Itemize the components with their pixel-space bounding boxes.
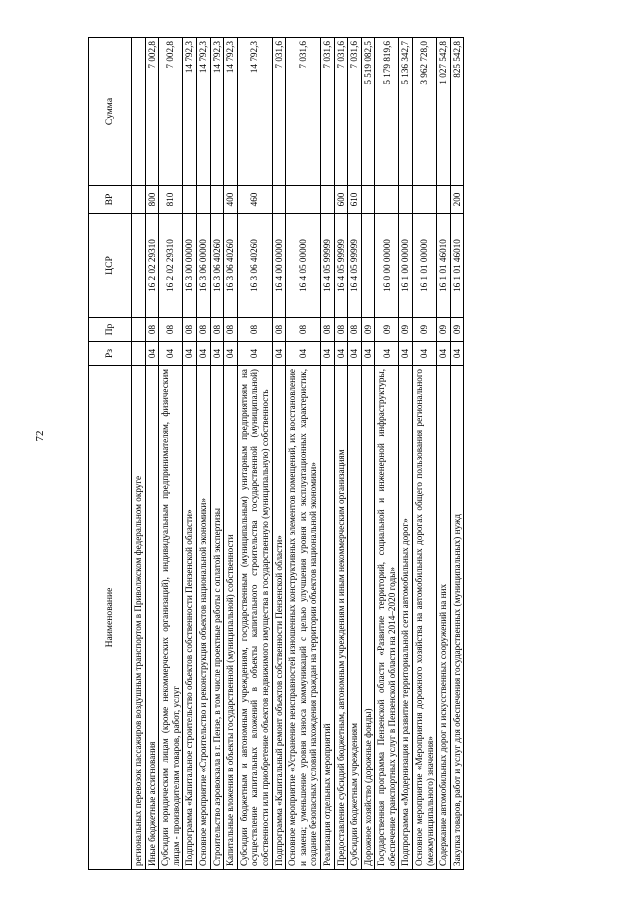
table-row [196, 38, 210, 870]
row-rz-cell: 04 [183, 342, 197, 366]
row-rz-cell: 04 [361, 342, 375, 366]
table-row [237, 38, 272, 870]
row-csr-cell: 16 1 01 46010 [437, 214, 451, 318]
row-rz-cell: 04 [272, 342, 286, 366]
row-name-cell: Основное мероприятие «Строительство и реконструкция объектов национальной экономики» [196, 366, 210, 870]
table-row [320, 38, 334, 870]
header-pr: Пр [89, 318, 132, 342]
row-name-cell: Реализация отдельных мероприятий [320, 366, 334, 870]
header-name: Наименование [89, 366, 132, 870]
table-row [272, 38, 286, 870]
row-name-cell: Основное мероприятие «Мероприятия дорожного хозяйства на автомобильных дорогах общего пользования регионального (межмуниципального) значения» [413, 366, 437, 870]
row-name-cell: Субсидии бюджетным учреждениям [348, 366, 362, 870]
row-csr-cell: 16 4 00 00000 [272, 214, 286, 318]
row-sum-cell [132, 38, 146, 186]
row-pr-cell: 08 [224, 318, 238, 342]
page-number: 72 [34, 430, 46, 442]
row-pr-cell: 09 [437, 318, 451, 342]
row-csr-cell: 16 4 05 99999 [320, 214, 334, 318]
row-vr-cell: 800 [145, 186, 159, 214]
row-sum-cell: 5 136 342,7 [399, 38, 413, 186]
row-name-cell: Предоставление субсидий бюджетным, автономным учреждениям и иным некоммерческим организациям [334, 366, 348, 870]
row-name-cell: Иные бюджетные ассигнования [145, 366, 159, 870]
header-vr: ВР [89, 186, 132, 214]
row-vr-cell [272, 186, 286, 214]
row-pr-cell: 09 [361, 318, 375, 342]
row-name-cell: Дорожное хозяйство (дорожные фонды) [361, 366, 375, 870]
row-vr-cell [132, 186, 146, 214]
row-name-cell: региональных перевозок пассажиров воздушным транспортом в Приволжском федеральном округе [132, 366, 146, 870]
table-row [159, 38, 183, 870]
table-row [334, 38, 348, 870]
table-row [145, 38, 159, 870]
row-pr-cell: 08 [348, 318, 362, 342]
row-sum-cell: 7 031,6 [272, 38, 286, 186]
row-pr-cell: 08 [286, 318, 321, 342]
header-csr: ЦСР [89, 214, 132, 318]
row-csr-cell: 16 2 02 29310 [159, 214, 183, 318]
row-name-cell: Субсидии юридическим лицам (кроме некоммерческих организаций), индивидуальным предпринимателям, физическим лицам - производителям товаров, работ, услуг [159, 366, 183, 870]
table-header-row [89, 38, 132, 870]
row-vr-cell [196, 186, 210, 214]
row-sum-cell: 14 792,3 [237, 38, 272, 186]
table-row [413, 38, 437, 870]
budget-table-container [88, 38, 562, 870]
row-pr-cell: 09 [375, 318, 399, 342]
row-sum-cell: 7 031,6 [286, 38, 321, 186]
row-vr-cell [320, 186, 334, 214]
row-sum-cell: 14 792,3 [210, 38, 224, 186]
row-rz-cell: 04 [375, 342, 399, 366]
row-csr-cell: 16 3 00 00000 [183, 214, 197, 318]
row-sum-cell: 7 031,6 [320, 38, 334, 186]
row-name-cell: Основное мероприятие «Устранение неисправностей изношенных конструктивных элементов помещений, их восстановление и замена; уменьшение уровня износа коммуникаций с целью улучшения уровня их эксплуатационных характеристик, создание безопасных условий нахождения граждан на территории объектов национальной экономики» [286, 366, 321, 870]
row-name-cell: Государственная программа Пензенской области «Развитие территорий, социальной и инженерной инфраструктуры, обеспечение транспортных услуг в Пензенской области на 2014–2020 годы» [375, 366, 399, 870]
row-vr-cell [375, 186, 399, 214]
row-csr-cell: 16 2 02 29310 [145, 214, 159, 318]
row-pr-cell: 08 [237, 318, 272, 342]
row-pr-cell: 09 [450, 318, 464, 342]
row-csr-cell: 16 3 06 00000 [196, 214, 210, 318]
row-sum-cell: 7 002,8 [145, 38, 159, 186]
table-row [286, 38, 321, 870]
row-rz-cell: 04 [334, 342, 348, 366]
row-csr-cell: 16 1 00 00000 [399, 214, 413, 318]
row-name-cell: Подпрограмма «Модернизация и развитие территориальной сети автомобильных дорог» [399, 366, 413, 870]
row-csr-cell: 16 1 01 00000 [413, 214, 437, 318]
row-pr-cell: 08 [210, 318, 224, 342]
row-sum-cell: 14 792,3 [183, 38, 197, 186]
table-row [224, 38, 238, 870]
row-vr-cell [210, 186, 224, 214]
table-row [399, 38, 413, 870]
row-csr-cell: 16 3 06 40260 [237, 214, 272, 318]
row-vr-cell: 200 [450, 186, 464, 214]
row-sum-cell: 7 031,6 [334, 38, 348, 186]
row-rz-cell: 04 [320, 342, 334, 366]
row-name-cell: Подпрограмма «Капитальный ремонт объектов собственности Пензенской области» [272, 366, 286, 870]
row-sum-cell: 1 027 542,8 [437, 38, 451, 186]
row-vr-cell: 810 [159, 186, 183, 214]
row-pr-cell: 09 [413, 318, 437, 342]
row-vr-cell [399, 186, 413, 214]
row-vr-cell [413, 186, 437, 214]
row-csr-cell: 16 1 01 46010 [450, 214, 464, 318]
row-rz-cell: 04 [210, 342, 224, 366]
table-row [183, 38, 197, 870]
table-row [348, 38, 362, 870]
table-row [437, 38, 451, 870]
row-rz-cell: 04 [224, 342, 238, 366]
row-vr-cell: 610 [348, 186, 362, 214]
table-row [132, 38, 146, 870]
row-pr-cell: 08 [196, 318, 210, 342]
row-sum-cell: 14 792,3 [224, 38, 238, 186]
row-name-cell: Капитальные вложения в объекты государственной (муниципальной) собственности [224, 366, 238, 870]
row-vr-cell: 460 [237, 186, 272, 214]
table-row [450, 38, 464, 870]
row-name-cell: Содержание автомобильных дорог и искусственных сооружений на них [437, 366, 451, 870]
row-rz-cell: 04 [399, 342, 413, 366]
row-sum-cell: 5 519 082,5 [361, 38, 375, 186]
row-rz-cell: 04 [413, 342, 437, 366]
header-sum: Сумма [89, 38, 132, 186]
row-csr-cell: 16 0 00 00000 [375, 214, 399, 318]
row-rz-cell: 04 [450, 342, 464, 366]
row-rz-cell: 04 [159, 342, 183, 366]
row-csr-cell: 16 3 06 40260 [224, 214, 238, 318]
row-pr-cell: 08 [159, 318, 183, 342]
row-pr-cell [132, 318, 146, 342]
row-rz-cell: 04 [348, 342, 362, 366]
budget-table [88, 37, 464, 870]
row-rz-cell: 04 [145, 342, 159, 366]
table-row [361, 38, 375, 870]
row-rz-cell: 04 [286, 342, 321, 366]
row-csr-cell [132, 214, 146, 318]
row-rz-cell: 04 [196, 342, 210, 366]
row-pr-cell: 08 [272, 318, 286, 342]
row-vr-cell [183, 186, 197, 214]
row-csr-cell [361, 214, 375, 318]
row-pr-cell: 09 [399, 318, 413, 342]
row-name-cell: Закупка товаров, работ и услуг для обеспечения государственных (муниципальных) нужд [450, 366, 464, 870]
row-vr-cell [437, 186, 451, 214]
row-csr-cell: 16 3 06 40260 [210, 214, 224, 318]
row-sum-cell: 825 542,8 [450, 38, 464, 186]
row-rz-cell [132, 342, 146, 366]
row-vr-cell [286, 186, 321, 214]
row-vr-cell [361, 186, 375, 214]
row-sum-cell: 7 002,8 [159, 38, 183, 186]
row-pr-cell: 08 [183, 318, 197, 342]
row-pr-cell: 08 [334, 318, 348, 342]
row-pr-cell: 08 [145, 318, 159, 342]
row-sum-cell: 3 962 728,0 [413, 38, 437, 186]
row-vr-cell: 600 [334, 186, 348, 214]
table-row [375, 38, 399, 870]
row-sum-cell: 7 031,6 [348, 38, 362, 186]
row-csr-cell: 16 4 05 99999 [348, 214, 362, 318]
row-rz-cell: 04 [437, 342, 451, 366]
row-csr-cell: 16 4 05 99999 [334, 214, 348, 318]
row-name-cell: Строительство аэровокзала в г. Пензе, в том числе проектные работы с оплатой экспертизы [210, 366, 224, 870]
table-row [210, 38, 224, 870]
row-name-cell: Подпрограмма «Капитальное строительство объектов собственности Пензенской области» [183, 366, 197, 870]
header-rz: Рз [89, 342, 132, 366]
row-name-cell: Субсидии бюджетным и автономным учреждениям, государственным (муниципальным) унитарным предприятиям на осуществление капитальных вложений в объекты капитального строительства государственной (муниципальной) собственности или приобретение объектов недвижимого имущества в государственную (муниципальную) собственность [237, 366, 272, 870]
row-csr-cell: 16 4 05 00000 [286, 214, 321, 318]
row-vr-cell: 400 [224, 186, 238, 214]
row-sum-cell: 5 179 819,6 [375, 38, 399, 186]
row-pr-cell: 08 [320, 318, 334, 342]
row-rz-cell: 04 [237, 342, 272, 366]
row-sum-cell: 14 792,3 [196, 38, 210, 186]
